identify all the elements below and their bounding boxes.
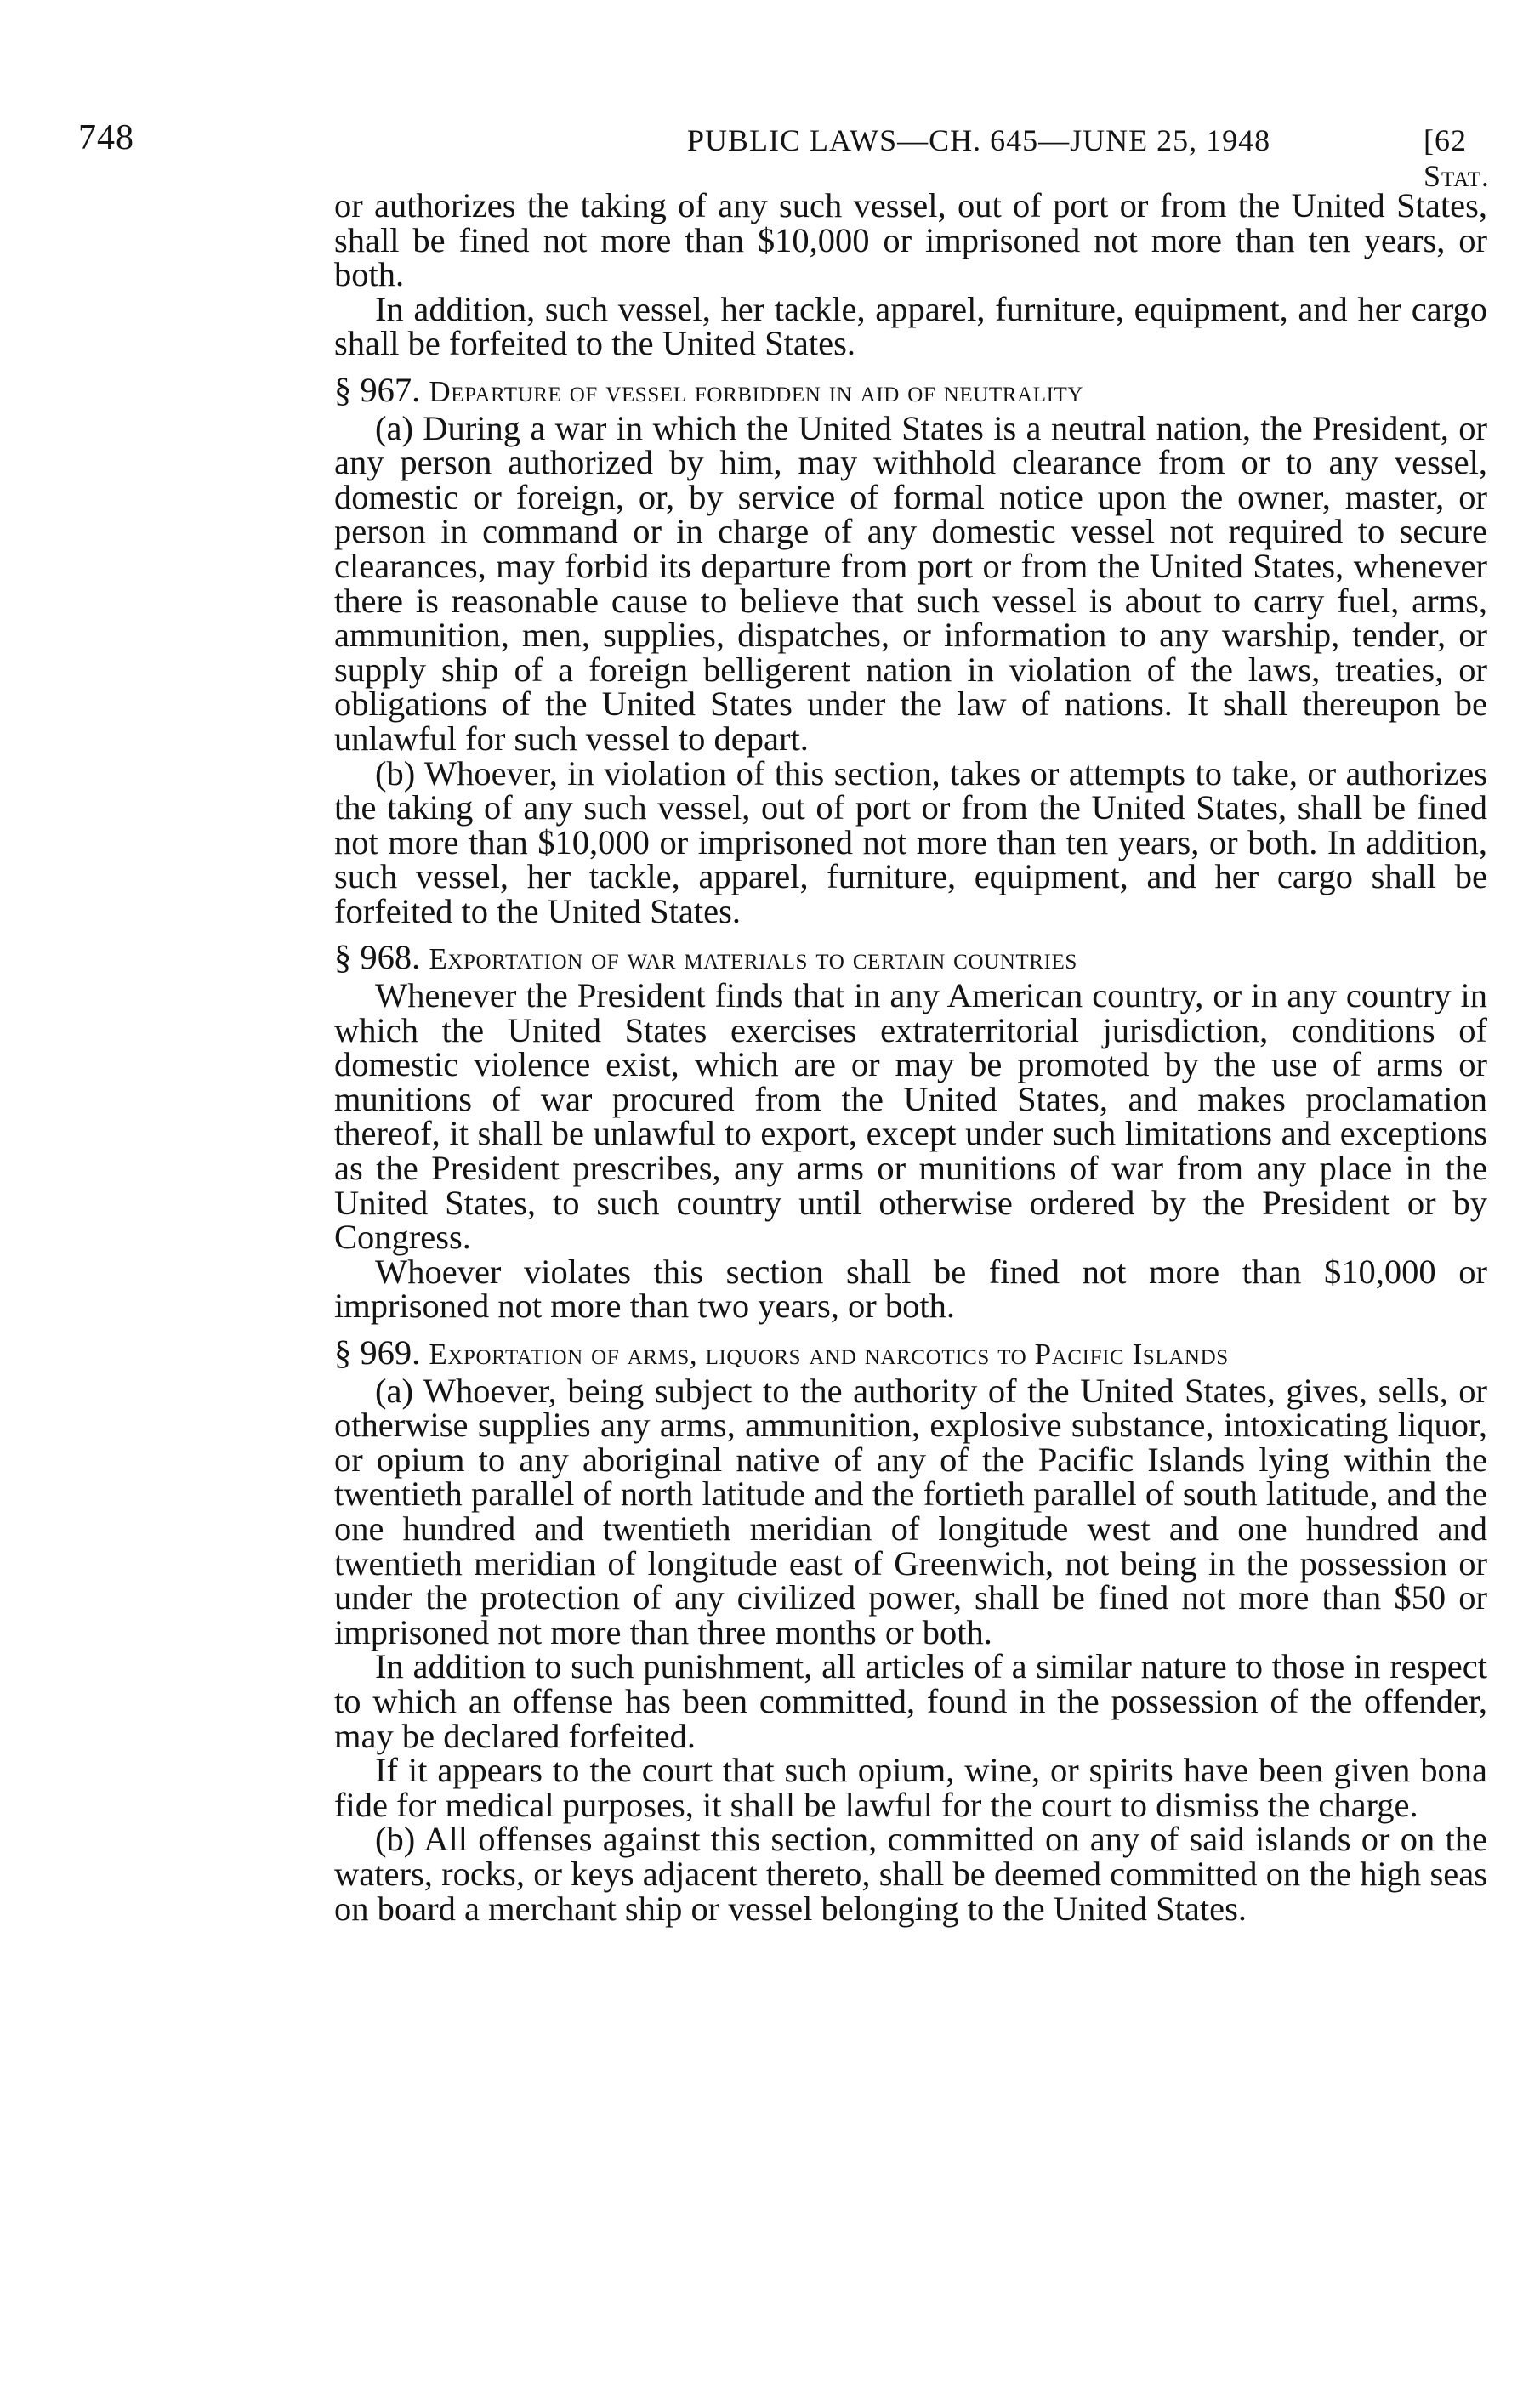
volume-reference: [62 Stat. (1424, 123, 1490, 193)
section-969-number: § 969. (334, 1333, 421, 1372)
section-968-heading (334, 940, 1487, 977)
section-969-title: Exportation of arms, liquors and narcotics to Pacific Islands (429, 1338, 1229, 1371)
paragraph-intro-continuation: or authorizes the taking of any such vessel, out of port or from the United States, shall be fined not more than $10,000 or imprisoned not more than ten years, or both. (334, 186, 1487, 294)
section-968-paragraph-1: Whenever the President finds that in any American country, or in any country in which the United States exercises extraterritorial jurisdiction, conditions of domestic violence exist, which are or may be promoted by the use of arms or munitions of war procured from the United States, and makes proclamation thereof, it shall be unlawful to export, except under such limitations and exceptions as the President prescribes, any arms or munitions of war from any place in the United States, to such country until otherwise ordered by the President or by Congress. (334, 976, 1487, 1257)
section-969-subsection-a: (a) Whoever, being subject to the authority of the United States, gives, sells, or otherwise supplies any arms, ammunition, explosive substance, intoxicating liquor, or opium to any aboriginal native of any of the Pacific Islands lying within the twentieth parallel of north latitude and the fortieth parallel of south latitude, and the one hundred and twentieth meridian of longitude west and one hundred and twentieth meridian of longitude east of Greenwich, not being in the possession or under the protection of any civilized power, shall be fined not more than $50 or imprisoned not more than three months or both. (334, 1371, 1487, 1651)
section-969-paragraph-3: If it appears to the court that such opium, wine, or spirits have been given bona fide for medical purposes, it shall be lawful for the court to dismiss the charge. (334, 1751, 1487, 1824)
document-body (334, 186, 1487, 1928)
section-969-paragraph-2: In addition to such punishment, all articles of a similar nature to those in respect to which an offense has been committed, found in the possession of the offender, may be declared forfeited. (334, 1647, 1487, 1755)
section-969-heading (334, 1333, 1487, 1372)
page-number: 748 (78, 118, 134, 157)
section-967-number: § 967. (334, 370, 421, 409)
section-967-subsection-a: (a) During a war in which the United States is a neutral nation, the President, or any person authorized by him, may withhold clearance from or to any vessel, domestic or foreign, or, by service of formal notice upon the owner, master, or person in command or in charge of any domestic vessel not required to secure clearances, may forbid its departure from port or from the United States, whenever there is reasonable cause to believe that such vessel is about to carry fuel, arms, ammunition, men, supplies, dispatches, or information to any warship, tender, or supply ship of a foreign belligerent nation in violation of the laws, treaties, or obligations of the United States under the law of nations. It shall thereupon be unlawful for such vessel to depart. (334, 408, 1487, 758)
section-969-subsection-b: (b) All offenses against this section, committed on any of said islands or on the waters, rocks, or keys adjacent thereto, shall be deemed committed on the high seas on board a merchant ship or vessel belonging to the United States. (334, 1820, 1487, 1928)
section-967-subsection-b: (b) Whoever, in violation of this section, takes or attempts to take, or authorizes the taking of any such vessel, out of port or from the United States, shall be fined not more than $10,000 or imprisoned not more than ten years, or both. In addition, such vessel, her tackle, apparel, furniture, equipment, and her cargo shall be forfeited to the United States. (334, 753, 1487, 930)
section-967-title: Departure of vessel forbidden in aid of neutrality (429, 374, 1084, 408)
section-968-title: Exportation of war materials to certain countries (429, 942, 1077, 976)
page-header (78, 117, 1507, 193)
running-head: PUBLIC LAWS—CH. 645—JUNE 25, 1948 (687, 123, 1271, 157)
section-968-number: § 968. (334, 938, 421, 977)
paragraph-intro-forfeiture: In addition, such vessel, her tackle, apparel, furniture, equipment, and her cargo shall be forfeited to the United States. (334, 289, 1487, 363)
section-967-heading (334, 370, 1487, 410)
section-968-paragraph-2: Whoever violates this section shall be fined not more than $10,000 or imprisoned not more than two years, or both. (334, 1252, 1487, 1326)
